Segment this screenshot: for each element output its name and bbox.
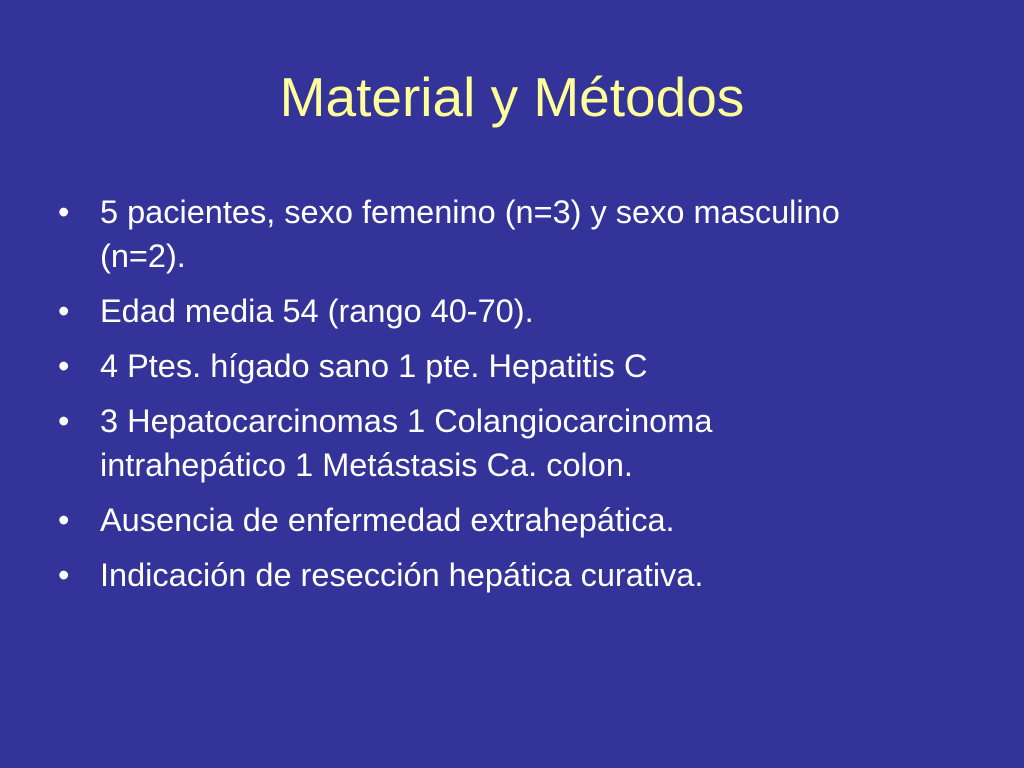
bullet-item: [58, 344, 878, 388]
bullet-icon: •: [58, 348, 70, 384]
bullet-item: [58, 289, 878, 333]
bullet-icon: •: [58, 502, 70, 538]
bullet-text: Ausencia de enfermedad extrahepática.: [100, 502, 675, 538]
bullet-list: [58, 190, 878, 608]
bullet-text: 3 Hepatocarcinomas 1 Colangiocarcinoma intrahepático 1 Metástasis Ca. colon.: [100, 403, 713, 483]
bullet-item: [58, 190, 878, 278]
bullet-text: 4 Ptes. hígado sano 1 pte. Hepatitis C: [100, 348, 648, 384]
slide-title: Material y Métodos: [279, 66, 745, 128]
bullet-item: [58, 498, 878, 542]
bullet-text: 5 pacientes, sexo femenino (n=3) y sexo masculino (n=2).: [100, 194, 840, 274]
bullet-icon: •: [58, 557, 70, 593]
bullet-text: Edad media 54 (rango 40-70).: [100, 293, 534, 329]
bullet-item: [58, 399, 878, 487]
bullet-text: Indicación de resección hepática curativa.: [100, 557, 704, 593]
bullet-icon: •: [58, 194, 70, 230]
bullet-icon: •: [58, 293, 70, 329]
bullet-item: [58, 553, 878, 597]
bullet-icon: •: [58, 403, 70, 439]
